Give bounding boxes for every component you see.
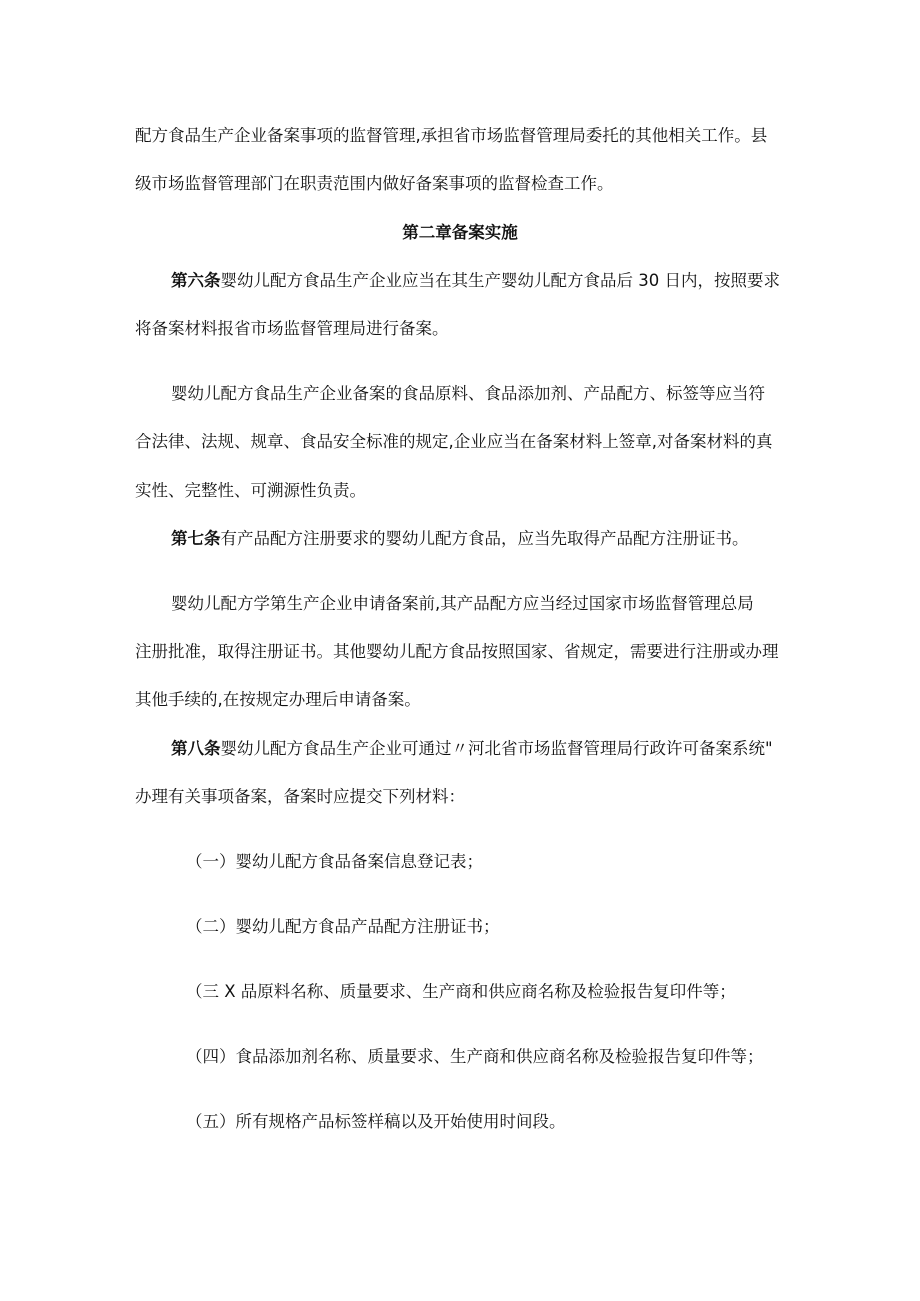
list-item: （四）食品添加剂名称、质量要求、生产商和供应商名称及检验报告复印件等； xyxy=(186,1047,764,1066)
article-7-label: 第七条 xyxy=(171,529,221,548)
paragraph-line: 婴幼儿配方学第生产企业申请备案前,其产品配方应当经过国家市场监督管理总局 xyxy=(171,594,754,613)
article-6-text: 婴幼儿配方食品生产企业应当在其生产婴幼儿配方食品后 30 日内，按照要求 xyxy=(220,271,780,290)
paragraph-line: 婴幼儿配方食品生产企业备案的食品原料、食品添加剂、产品配方、标签等应当符 xyxy=(171,384,765,403)
article-8-line xyxy=(171,738,831,760)
chapter-heading: 第二章备案实施 xyxy=(402,223,518,242)
paragraph-line: 将备案材料报省市场监督管理局进行备案。 xyxy=(135,319,449,338)
article-6-line xyxy=(171,270,831,292)
list-item: （二）婴幼儿配方食品产品配方注册证书； xyxy=(186,917,500,936)
paragraph-line: 实性、完整性、可溯源性负责。 xyxy=(135,481,366,500)
paragraph-line: 其他手续的,在按规定办理后申请备案。 xyxy=(135,690,421,709)
paragraph-line: 合法律、法规、规章、食品安全标准的规定,企业应当在备案材料上签章,对备案材料的真 xyxy=(135,432,773,451)
paragraph-line: 级市场监督管理部门在职责范围内做好备案事项的监督检查工作。 xyxy=(135,174,614,193)
article-7-line xyxy=(171,528,831,550)
list-item: （一）婴幼儿配方食品备案信息登记表； xyxy=(186,852,483,871)
article-8-label: 第八条 xyxy=(171,739,221,758)
list-item: （三 X 品原料名称、质量要求、生产商和供应商名称及检验报告复印件等； xyxy=(186,982,736,1001)
paragraph-line: 配方食品生产企业备案事项的监督管理,承担省市场监督管理局委托的其他相关工作。县 xyxy=(135,126,768,145)
paragraph-line: 办理有关事项备案，备案时应提交下列材料： xyxy=(135,787,465,806)
article-7-text: 有产品配方注册要求的婴幼儿配方食品，应当先取得产品配方注册证书。 xyxy=(220,529,749,548)
paragraph-line: 注册批准，取得注册证书。其他婴幼儿配方食品按照国家、省规定，需要进行注册或办理 xyxy=(135,642,779,661)
article-6-label: 第六条 xyxy=(171,271,221,290)
list-item: （五）所有规格产品标签样稿以及开始使用时间段。 xyxy=(186,1112,566,1131)
article-8-text: 婴幼儿配方食品生产企业可通过〃河北省市场监督管理局行政许可备案系统" xyxy=(220,739,773,758)
